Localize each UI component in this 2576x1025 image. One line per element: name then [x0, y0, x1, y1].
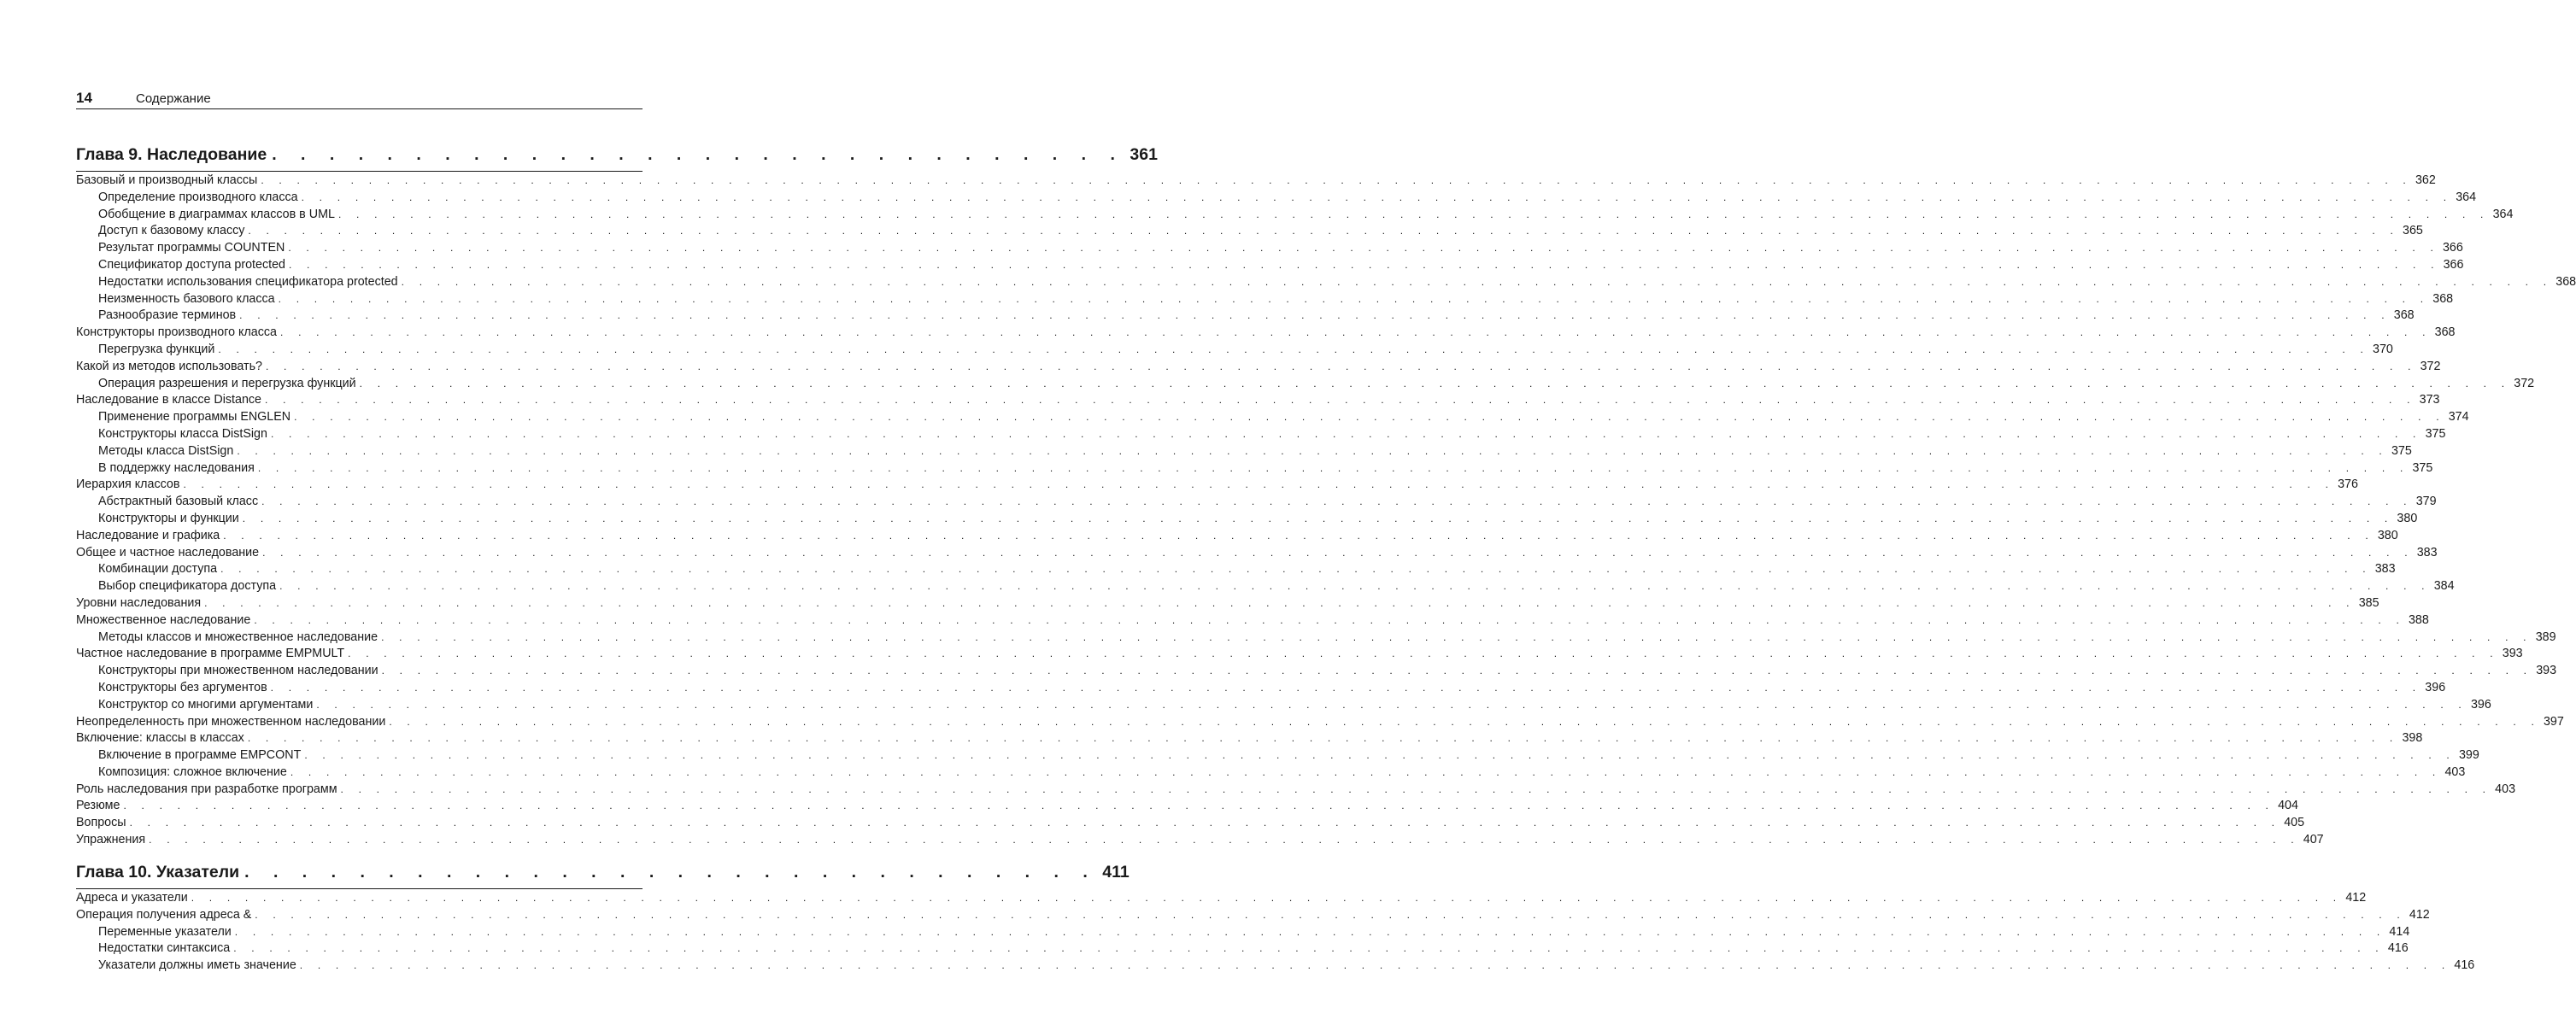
toc-entry-label: Применение программы ENGLEN — [98, 410, 291, 425]
toc-entry-label: Адреса и указатели — [76, 891, 188, 905]
toc-entry-page: 380 — [2377, 528, 2398, 542]
dot-leader: . . . . . . . . . . . . . . . . . . . . . . . . . . . . . . . . . . . . . . . . . . . . . . . . . . . . . . . . . . . . . . . . . . . . . . . . . . . . . . . . . . . . . . . . . . . . . . . . . . . . . . . . . . . . . . . . . . . . . . . . — [337, 208, 2490, 220]
toc-entry-page: 403 — [2444, 764, 2466, 779]
toc-entry-label: Недостатки использования спецификатора protected — [98, 274, 398, 289]
dot-leader: . . . . . . . . . . . . . . . . . . . . . . . . . . . . . . . . . . . . . . . . . . . . . . . . . . . . . . . . . . . . . . . . . . . . . . . . . . . . . . . . . . . . . . . . . . . . . . . . . . . . . . . . . . . . . . . . . . . . . . . . — [401, 275, 2553, 288]
toc-entry[interactable] — [76, 730, 2423, 747]
toc-entry-page: 364 — [2492, 207, 2514, 221]
toc-entry-label: Выбор спецификатора доступа — [98, 579, 277, 594]
toc-entry-page: 388 — [2408, 612, 2429, 627]
toc-entry-label: Неизменность базового класса — [98, 291, 275, 306]
toc-entry-label: Методы классов и множественное наследование — [98, 630, 378, 644]
toc-entry-label: Определение производного класса — [98, 190, 298, 204]
toc-entry[interactable] — [76, 308, 2415, 325]
toc-entry-page: 414 — [2389, 924, 2410, 939]
toc-entry[interactable] — [76, 697, 2491, 714]
toc-entry[interactable] — [76, 782, 2516, 799]
toc-entry-label: Перегрузка функций — [98, 342, 215, 356]
toc-entry-label: Уровни наследования — [76, 595, 202, 610]
dot-leader: . . . . . . . . . . . . . . . . . . . . . . . . . . . . . . . . . . . . . . . . . . . . . . . . . . . . . . . . . . . . . . . . . . . . . . . . . . . . . . . . . . . . . . . . . . . . . . . . . . . . . . . . . . . . . . . . . . . . . . . . — [359, 377, 2511, 390]
toc-entry[interactable] — [76, 663, 2557, 680]
dot-leader: . . . . . . . . . . . . . . . . . . . . . . . . . . . . . . . . . . . . . . . . . . . . . . . . . . . . . . . . . . . . . . . . . . . . . . . . . . . . . . . . . . . . . . . . . . . . . . . . . . . . . . . . . . . . . . . . . . . . . . . . — [261, 174, 2412, 186]
toc-entry-label: Какой из методов использовать? — [76, 359, 262, 373]
chapter-9-entries — [76, 173, 2576, 849]
chapter-10-entries — [76, 890, 2475, 975]
dot-leader: . . . . . . . . . . . . . . . . . . . . . . . . . . . . . . . . . . . . . . . . . . . . . . . . . . . . . . . . . . . . . . . . . . . . . . . . . . . . . . . . . . . . . . . . . . . . . . . . . . . . . . . . . . . . . . . . . . . . . . . . — [279, 580, 2431, 593]
toc-entry-label: Множественное наследование — [76, 612, 251, 627]
toc-entry-page: 368 — [2434, 325, 2456, 340]
toc-entry-page: 374 — [2448, 410, 2469, 425]
toc-entry[interactable] — [76, 747, 2479, 764]
toc-entry-page: 383 — [2374, 562, 2396, 577]
chapter-10-heading[interactable] — [76, 863, 1130, 889]
toc-entry-page: 396 — [2425, 680, 2446, 694]
dot-leader: . . . . . . . . . . . . . . . . . . . . . . . . . . . . . . . . . . . . . . . . . . . . . . . . . . . . . . . . . . . . . . . . . . . . . . . . . . . . . . . . . . . . . . . . . . . . . . . . . . . . . . . . . . . . . . . . . . . . . . . . — [299, 959, 2451, 972]
toc-entry-page: 404 — [2278, 799, 2298, 813]
toc-entry[interactable] — [76, 342, 2393, 359]
dot-leader: . . . . . . . . . . . . . . . . . . . . . . . . . . . . . . . . . . . . . . . . . . . . . . . . . . . . . . . . . . . . . . . . . . . . . . . . . . . . . . . . . . . . . . . . . . . . . . . . . . . . . . . . . . . . . . . . . . . . . . . . — [381, 630, 2532, 643]
dot-leader: . . . . . . . . . . . . . . . . . . . . . . . . . . . . . . . . . . . . . . . . . . . . . . . . . . . . . . . . . . . . . . . . . . . . . . . . . . . . . . . . . . . . . . . . . . . . . . . . . . . . . . . . . . . . . . . . . . . . . . . . — [233, 942, 2385, 955]
toc-entry-page: 399 — [2458, 748, 2479, 763]
dot-leader: . . . . . . . . . . . . . . . . . . . . . . . . . . . . . . . . . . . . . . . . . . . . . . . . . . . . . . . . . . . . . . . . . . . . . . . . . . . . . . . . . . . . . . . . . . . . . . . . . . . . . . . . . . . . . . . . . . . . . . . . — [280, 326, 2432, 339]
toc-entry[interactable] — [76, 494, 2437, 511]
toc-entry[interactable] — [76, 376, 2535, 393]
dot-leader: . . . . . . . . . . . . . . . . . . . . . . . . . . . . . . . . . . . . . . . . . . . . . . . . . . . . . . . . . . . . . . . . . . . . . . . . . . . . . . . . . . . . . . . . . . . . . . . . . . . . . . . . . . . . . . . . . . . . . . . . — [278, 292, 2430, 305]
toc-entry[interactable] — [76, 426, 2446, 443]
toc-entry-page: 389 — [2535, 630, 2556, 644]
toc-entry[interactable] — [76, 325, 2456, 342]
toc-entry[interactable] — [76, 223, 2423, 240]
toc-entry-page: 383 — [2416, 545, 2438, 559]
chapter-page: 411 — [1102, 863, 1130, 882]
toc-entry-label: Неопределенность при множественном наследовании — [76, 714, 386, 729]
toc-entry[interactable] — [76, 274, 2576, 291]
toc-entry-label: Упражнения — [76, 833, 146, 847]
toc-entry-page: 393 — [2536, 664, 2557, 678]
dot-leader: . . . . . . . . . . . . . . . . . . . . . . . . . . . . . . . . . . . . . . . . . . . . . . . . . . . . . . . . . . . . . . . . . . . . . . . . . . . . . . . . . . . . . . . . . . . . . . . . . . . . . . . . . . . . . . . . . . . . . . . . — [288, 258, 2440, 271]
toc-entry-label: Конструкторы без аргументов — [98, 680, 267, 694]
toc-entry-page: 396 — [2470, 697, 2491, 712]
toc-entry-label: Конструкторы класса DistSign — [98, 426, 267, 441]
toc-entry[interactable] — [76, 940, 2409, 958]
toc-entry-page: 397 — [2543, 714, 2564, 729]
toc-entry-page: 362 — [2415, 173, 2436, 187]
toc-entry-label: Недостатки синтаксиса — [98, 941, 231, 956]
toc-entry[interactable] — [76, 190, 2477, 207]
dot-leader: . . . . . . . . . . . . . . . . . . . . . . . . . . . . . . . . . . . . . . . . . . . . . . . . . . . . . . . . . . . . . . . . . . . . . . . . . . . . . . . . . . . . . . . . . . . . . . . . . . . . . . . . . . . . . . . . . . . . . . . . — [270, 427, 2422, 440]
toc-entry-page: 364 — [2456, 190, 2477, 204]
dot-leader: . . . . . . . . . . . . . . . . . . . . . . . . . . . . . . . . . . . . . . . . . . . . . . . . . . . . . . . . . . . . . . . . . . . . . . . . . . . . . . . . . . . . . . . . . . . . . . . . . . . . . . . . . . . . . . . . . . . . . . . . — [204, 596, 2356, 609]
chapter-page: 361 — [1130, 145, 1158, 164]
toc-entry-label: Общее и частное наследование — [76, 545, 260, 559]
chapter-title: Глава 9. Наследование — [76, 145, 267, 164]
toc-entry-label: Конструкторы и функции — [98, 511, 239, 525]
toc-entry[interactable] — [76, 545, 2438, 562]
toc-entry[interactable] — [76, 890, 2367, 907]
toc-entry-page: 366 — [2442, 241, 2463, 255]
toc-entry-page: 375 — [2425, 426, 2446, 441]
dot-leader: . . . . . . . . . . . . . . . . . . . . . . . . . . . . . . — [244, 863, 1098, 882]
dot-leader: . . . . . . . . . . . . . . . . . . . . . . . . . . . . . . . . . . . . . . . . . . . . . . . . . . . . . . . . . . . . . . . . . . . . . . . . . . . . . . . . . . . . . . . . . . . . . . . . . . . . . . . . . . . . . . . . . . . . . . . . — [183, 478, 2335, 491]
toc-entry-label: Иерархия классов — [76, 477, 180, 492]
toc-entry-page: 366 — [2443, 257, 2464, 272]
toc-entry[interactable] — [76, 612, 2429, 630]
dot-leader: . . . . . . . . . . . . . . . . . . . . . . . . . . . . . . . . . . . . . . . . . . . . . . . . . . . . . . . . . . . . . . . . . . . . . . . . . . . . . . . . . . . . . . . . . . . . . . . . . . . . . . . . . . . . . . . . . . . . . . . . — [270, 681, 2422, 694]
toc-entry-page: 416 — [2387, 941, 2409, 956]
toc-entry[interactable] — [76, 257, 2464, 274]
toc-entry-label: Доступ к базовому классу — [98, 224, 245, 238]
toc-entry-page: 370 — [2373, 342, 2393, 356]
toc-entry-label: Наследование в классе Distance — [76, 393, 262, 407]
toc-entry[interactable] — [76, 798, 2298, 815]
dot-leader: . . . . . . . . . . . . . . . . . . . . . . . . . . . . . . . . . . . . . . . . . . . . . . . . . . . . . . . . . . . . . . . . . . . . . . . . . . . . . . . . . . . . . . . . . . . . . . . . . . . . . . . . . . . . . . . . . . . . . . . . — [389, 715, 2540, 728]
page-header — [76, 90, 643, 109]
toc-entry-page: 376 — [2338, 477, 2358, 492]
toc-entry[interactable] — [76, 207, 2514, 224]
dot-leader: . . . . . . . . . . . . . . . . . . . . . . . . . . . . . . . . . . . . . . . . . . . . . . . . . . . . . . . . . . . . . . . . . . . . . . . . . . . . . . . . . . . . . . . . . . . . . . . . . . . . . . . . . . . . . . . . . . . . . . . . — [304, 749, 2456, 762]
toc-entry[interactable] — [76, 714, 2564, 731]
dot-leader: . . . . . . . . . . . . . . . . . . . . . . . . . . . . . . . . . . . . . . . . . . . . . . . . . . . . . . . . . . . . . . . . . . . . . . . . . . . . . . . . . . . . . . . . . . . . . . . . . . . . . . . . . . . . . . . . . . . . . . . . — [265, 360, 2417, 372]
dot-leader: . . . . . . . . . . . . . . . . . . . . . . . . . . . . . . . . . . . . . . . . . . . . . . . . . . . . . . . . . . . . . . . . . . . . . . . . . . . . . . . . . . . . . . . . . . . . . . . . . . . . . . . . . . . . . . . . . . . . . . . . — [255, 908, 2406, 921]
toc-entry[interactable] — [76, 528, 2398, 545]
toc-entry[interactable] — [76, 240, 2463, 257]
toc-entry-page: 365 — [2403, 224, 2423, 238]
dot-leader: . . . . . . . . . . . . . . . . . . . . . . . . . . . . . . . . . . . . . . . . . . . . . . . . . . . . . . . . . . . . . . . . . . . . . . . . . . . . . . . . . . . . . . . . . . . . . . . . . . . . . . . . . . . . . . . . . . . . . . . . — [123, 800, 2275, 812]
toc-entry[interactable] — [76, 832, 2324, 849]
toc-entry-page: 403 — [2495, 782, 2516, 796]
dot-leader: . . . . . . . . . . . . . . . . . . . . . . . . . . . . . . . . . . . . . . . . . . . . . . . . . . . . . . . . . . . . . . . . . . . . . . . . . . . . . . . . . . . . . . . . . . . . . . . . . . . . . . . . . . . . . . . . . . . . . . . . — [191, 892, 2343, 904]
dot-leader: . . . . . . . . . . . . . . . . . . . . . . . . . . . . . . — [272, 145, 1125, 164]
toc-entry-page: 405 — [2284, 816, 2305, 830]
toc-entry-label: Включение: классы в классах — [76, 731, 244, 746]
toc-entry[interactable] — [76, 680, 2446, 697]
toc-entry-page: 368 — [2555, 274, 2576, 289]
toc-entry-page: 412 — [2345, 891, 2367, 905]
dot-leader: . . . . . . . . . . . . . . . . . . . . . . . . . . . . . . . . . . . . . . . . . . . . . . . . . . . . . . . . . . . . . . . . . . . . . . . . . . . . . . . . . . . . . . . . . . . . . . . . . . . . . . . . . . . . . . . . . . . . . . . . — [301, 190, 2453, 203]
toc-entry[interactable] — [76, 595, 2379, 612]
toc-entry-label: Базовый и производный классы — [76, 173, 258, 187]
toc-entry-label: Резюме — [76, 799, 120, 813]
toc-entry-page: 375 — [2391, 443, 2412, 458]
dot-leader: . . . . . . . . . . . . . . . . . . . . . . . . . . . . . . . . . . . . . . . . . . . . . . . . . . . . . . . . . . . . . . . . . . . . . . . . . . . . . . . . . . . . . . . . . . . . . . . . . . . . . . . . . . . . . . . . . . . . . . . . — [248, 225, 2400, 237]
toc-entry[interactable] — [76, 958, 2475, 975]
toc-entry-page: 407 — [2303, 833, 2324, 847]
toc-entry-label: Конструкторы при множественном наследовании — [98, 664, 378, 678]
toc-entry[interactable] — [76, 815, 2305, 832]
toc-entry[interactable] — [76, 630, 2556, 647]
toc-entry-label: Методы класса DistSign — [98, 443, 234, 458]
toc-entry-label: Частное наследование в программе EMPMULT — [76, 647, 345, 661]
dot-leader: . . . . . . . . . . . . . . . . . . . . . . . . . . . . . . . . . . . . . . . . . . . . . . . . . . . . . . . . . . . . . . . . . . . . . . . . . . . . . . . . . . . . . . . . . . . . . . . . . . . . . . . . . . . . . . . . . . . . . . . . — [220, 563, 2372, 576]
toc-entry-page: 385 — [2358, 595, 2379, 610]
toc-entry-page: 393 — [2502, 647, 2523, 661]
toc-entry-page: 368 — [2432, 291, 2454, 306]
toc-entry-page: 412 — [2409, 907, 2430, 922]
toc-entry-page: 368 — [2393, 308, 2415, 323]
chapter-9-heading[interactable] — [76, 145, 1158, 172]
dot-leader: . . . . . . . . . . . . . . . . . . . . . . . . . . . . . . . . . . . . . . . . . . . . . . . . . . . . . . . . . . . . . . . . . . . . . . . . . . . . . . . . . . . . . . . . . . . . . . . . . . . . . . . . . . . . . . . . . . . . . . . . — [288, 242, 2439, 255]
toc-entry-label: Переменные указатели — [98, 924, 232, 939]
toc-entry-label: Операция разрешения и перегрузка функций — [98, 376, 356, 390]
dot-leader: . . . . . . . . . . . . . . . . . . . . . . . . . . . . . . . . . . . . . . . . . . . . . . . . . . . . . . . . . . . . . . . . . . . . . . . . . . . . . . . . . . . . . . . . . . . . . . . . . . . . . . . . . . . . . . . . . . . . . . . . — [290, 765, 2442, 778]
toc-entry-page: 384 — [2433, 579, 2455, 594]
toc-entry-label: Спецификатор доступа protected — [98, 257, 285, 272]
toc-entry-label: Результат программы COUNTEN — [98, 241, 285, 255]
toc-entry-label: Указатели должны иметь значение — [98, 958, 296, 973]
toc-entry-label: Операция получения адреса & — [76, 907, 252, 922]
toc-entry[interactable] — [76, 392, 2440, 409]
dot-leader: . . . . . . . . . . . . . . . . . . . . . . . . . . . . . . . . . . . . . . . . . . . . . . . . . . . . . . . . . . . . . . . . . . . . . . . . . . . . . . . . . . . . . . . . . . . . . . . . . . . . . . . . . . . . . . . . . . . . . . . . — [261, 495, 2413, 508]
toc-entry-label: Конструктор со многими аргументами — [98, 697, 314, 712]
dot-leader: . . . . . . . . . . . . . . . . . . . . . . . . . . . . . . . . . . . . . . . . . . . . . . . . . . . . . . . . . . . . . . . . . . . . . . . . . . . . . . . . . . . . . . . . . . . . . . . . . . . . . . . . . . . . . . . . . . . . . . . . — [381, 665, 2533, 677]
dot-leader: . . . . . . . . . . . . . . . . . . . . . . . . . . . . . . . . . . . . . . . . . . . . . . . . . . . . . . . . . . . . . . . . . . . . . . . . . . . . . . . . . . . . . . . . . . . . . . . . . . . . . . . . . . . . . . . . . . . . . . . . — [257, 461, 2409, 474]
dot-leader: . . . . . . . . . . . . . . . . . . . . . . . . . . . . . . . . . . . . . . . . . . . . . . . . . . . . . . . . . . . . . . . . . . . . . . . . . . . . . . . . . . . . . . . . . . . . . . . . . . . . . . . . . . . . . . . . . . . . . . . . — [254, 613, 2405, 626]
dot-leader: . . . . . . . . . . . . . . . . . . . . . . . . . . . . . . . . . . . . . . . . . . . . . . . . . . . . . . . . . . . . . . . . . . . . . . . . . . . . . . . . . . . . . . . . . . . . . . . . . . . . . . . . . . . . . . . . . . . . . . . . — [316, 698, 2467, 711]
toc-entry-label: Вопросы — [76, 816, 126, 830]
toc-entry-page: 372 — [2420, 359, 2441, 373]
toc-entry-label: Роль наследования при разработке программ — [76, 782, 337, 796]
dot-leader: . . . . . . . . . . . . . . . . . . . . . . . . . . . . . . . . . . . . . . . . . . . . . . . . . . . . . . . . . . . . . . . . . . . . . . . . . . . . . . . . . . . . . . . . . . . . . . . . . . . . . . . . . . . . . . . . . . . . . . . . — [149, 834, 2300, 846]
toc-entry-page: 380 — [2397, 511, 2418, 525]
chapter-title: Глава 10. Указатели — [76, 863, 240, 882]
toc-entry[interactable] — [76, 764, 2466, 782]
dot-leader: . . . . . . . . . . . . . . . . . . . . . . . . . . . . . . . . . . . . . . . . . . . . . . . . . . . . . . . . . . . . . . . . . . . . . . . . . . . . . . . . . . . . . . . . . . . . . . . . . . . . . . . . . . . . . . . . . . . . . . . . — [234, 925, 2386, 938]
dot-leader: . . . . . . . . . . . . . . . . . . . . . . . . . . . . . . . . . . . . . . . . . . . . . . . . . . . . . . . . . . . . . . . . . . . . . . . . . . . . . . . . . . . . . . . . . . . . . . . . . . . . . . . . . . . . . . . . . . . . . . . . — [129, 817, 2281, 829]
toc-entry[interactable] — [76, 561, 2396, 578]
toc-entry-page: 373 — [2419, 393, 2440, 407]
toc-entry-page: 416 — [2454, 958, 2475, 973]
toc-entry[interactable] — [76, 646, 2523, 663]
toc-entry-label: Обобщение в диаграммах классов в UML — [98, 207, 335, 221]
dot-leader: . . . . . . . . . . . . . . . . . . . . . . . . . . . . . . . . . . . . . . . . . . . . . . . . . . . . . . . . . . . . . . . . . . . . . . . . . . . . . . . . . . . . . . . . . . . . . . . . . . . . . . . . . . . . . . . . . . . . . . . . — [340, 782, 2492, 795]
toc-entry[interactable] — [76, 359, 2441, 376]
toc-entry[interactable] — [76, 460, 2433, 477]
running-title: Содержание — [136, 91, 211, 106]
toc-entry-page: 398 — [2402, 731, 2423, 746]
page-number: 14 — [76, 90, 92, 106]
dot-leader: . . . . . . . . . . . . . . . . . . . . . . . . . . . . . . . . . . . . . . . . . . . . . . . . . . . . . . . . . . . . . . . . . . . . . . . . . . . . . . . . . . . . . . . . . . . . . . . . . . . . . . . . . . . . . . . . . . . . . . . . — [239, 309, 2391, 322]
toc-entry-label: В поддержку наследования — [98, 460, 255, 475]
toc-entry[interactable] — [76, 173, 2436, 190]
toc-entry-label: Абстрактный базовый класс — [98, 495, 259, 509]
toc-entry[interactable] — [76, 511, 2418, 528]
toc-entry-label: Комбинации доступа — [98, 562, 218, 577]
toc-entry[interactable] — [76, 907, 2430, 924]
toc-entry-page: 375 — [2412, 460, 2433, 475]
toc-entry-label: Наследование и графика — [76, 528, 220, 542]
dot-leader: . . . . . . . . . . . . . . . . . . . . . . . . . . . . . . . . . . . . . . . . . . . . . . . . . . . . . . . . . . . . . . . . . . . . . . . . . . . . . . . . . . . . . . . . . . . . . . . . . . . . . . . . . . . . . . . . . . . . . . . . — [237, 444, 2388, 457]
dot-leader: . . . . . . . . . . . . . . . . . . . . . . . . . . . . . . . . . . . . . . . . . . . . . . . . . . . . . . . . . . . . . . . . . . . . . . . . . . . . . . . . . . . . . . . . . . . . . . . . . . . . . . . . . . . . . . . . . . . . . . . . — [348, 647, 2499, 660]
toc-entry[interactable] — [76, 409, 2469, 426]
toc-entry-label: Разнообразие терминов — [98, 308, 237, 323]
toc-entry-page: 379 — [2415, 495, 2437, 509]
toc-entry[interactable] — [76, 578, 2455, 595]
dot-leader: . . . . . . . . . . . . . . . . . . . . . . . . . . . . . . . . . . . . . . . . . . . . . . . . . . . . . . . . . . . . . . . . . . . . . . . . . . . . . . . . . . . . . . . . . . . . . . . . . . . . . . . . . . . . . . . . . . . . . . . . — [294, 411, 2445, 424]
toc-entry-label: Включение в программе EMPCONT — [98, 748, 302, 763]
toc-entry-label: Конструкторы производного класса — [76, 325, 277, 340]
dot-leader: . . . . . . . . . . . . . . . . . . . . . . . . . . . . . . . . . . . . . . . . . . . . . . . . . . . . . . . . . . . . . . . . . . . . . . . . . . . . . . . . . . . . . . . . . . . . . . . . . . . . . . . . . . . . . . . . . . . . . . . . — [265, 394, 2416, 407]
toc-entry[interactable] — [76, 443, 2412, 460]
toc-entry-label: Композиция: сложное включение — [98, 764, 287, 779]
dot-leader: . . . . . . . . . . . . . . . . . . . . . . . . . . . . . . . . . . . . . . . . . . . . . . . . . . . . . . . . . . . . . . . . . . . . . . . . . . . . . . . . . . . . . . . . . . . . . . . . . . . . . . . . . . . . . . . . . . . . . . . . — [218, 343, 2370, 355]
toc-entry[interactable] — [76, 477, 2358, 494]
dot-leader: . . . . . . . . . . . . . . . . . . . . . . . . . . . . . . . . . . . . . . . . . . . . . . . . . . . . . . . . . . . . . . . . . . . . . . . . . . . . . . . . . . . . . . . . . . . . . . . . . . . . . . . . . . . . . . . . . . . . . . . . — [247, 732, 2399, 745]
toc-entry-page: 372 — [2514, 376, 2535, 390]
toc-entry[interactable] — [76, 924, 2410, 941]
dot-leader: . . . . . . . . . . . . . . . . . . . . . . . . . . . . . . . . . . . . . . . . . . . . . . . . . . . . . . . . . . . . . . . . . . . . . . . . . . . . . . . . . . . . . . . . . . . . . . . . . . . . . . . . . . . . . . . . . . . . . . . . — [242, 512, 2394, 524]
dot-leader: . . . . . . . . . . . . . . . . . . . . . . . . . . . . . . . . . . . . . . . . . . . . . . . . . . . . . . . . . . . . . . . . . . . . . . . . . . . . . . . . . . . . . . . . . . . . . . . . . . . . . . . . . . . . . . . . . . . . . . . . — [262, 546, 2414, 559]
toc-entry[interactable] — [76, 291, 2454, 308]
dot-leader: . . . . . . . . . . . . . . . . . . . . . . . . . . . . . . . . . . . . . . . . . . . . . . . . . . . . . . . . . . . . . . . . . . . . . . . . . . . . . . . . . . . . . . . . . . . . . . . . . . . . . . . . . . . . . . . . . . . . . . . . — [223, 529, 2374, 542]
